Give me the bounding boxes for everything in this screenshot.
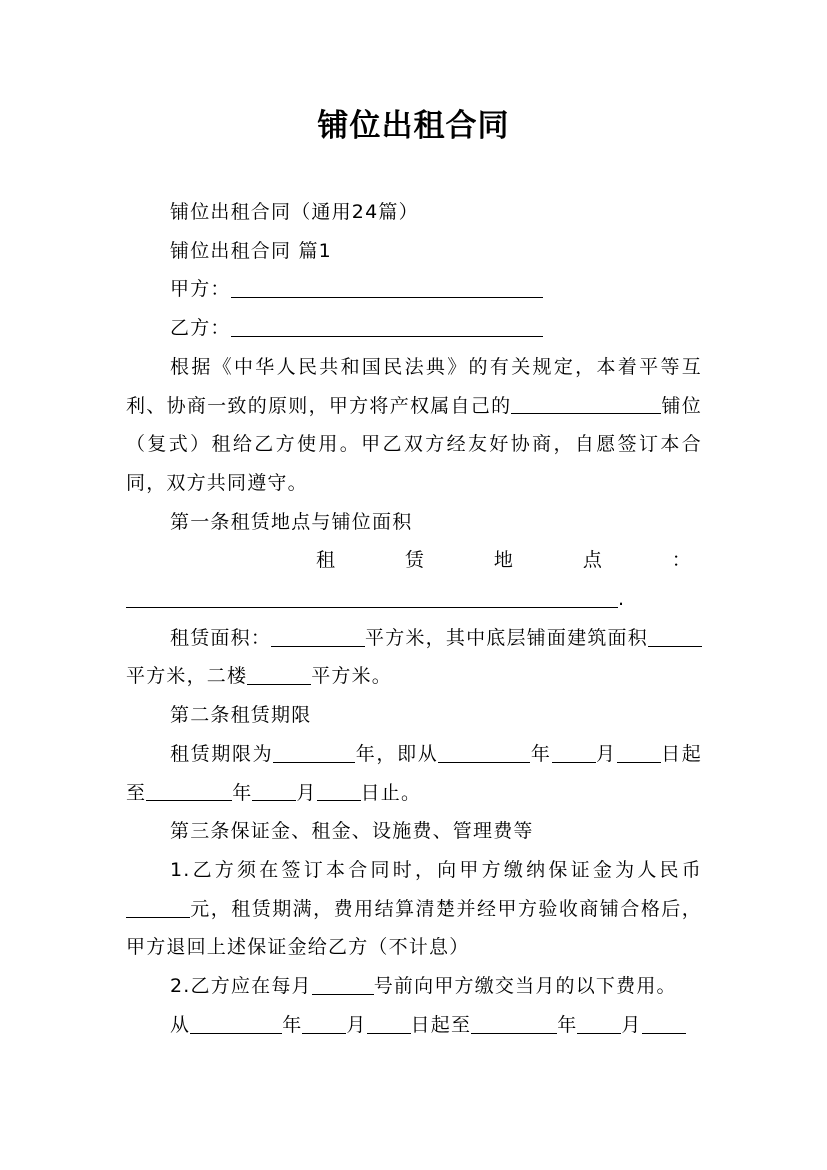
period-start-month-blank — [302, 1014, 346, 1034]
second-floor-blank — [247, 665, 311, 685]
ground-area-blank — [648, 627, 702, 647]
period-line — [126, 1006, 702, 1045]
party-a-blank — [231, 278, 543, 298]
deposit-blank — [126, 898, 190, 918]
location-blank — [126, 588, 618, 608]
start-day-blank — [617, 743, 661, 763]
article-2-title: 第二条租赁期限 — [170, 704, 312, 727]
payment-text-1: 2.乙方应在每月 — [170, 975, 312, 998]
party-a-label: 甲方： — [170, 278, 231, 301]
payment-day-blank — [312, 975, 374, 995]
document-body — [126, 193, 702, 1044]
location-char: ： — [671, 549, 692, 572]
article-3-title: 第三条保证金、租金、设施费、管理费等 — [170, 820, 534, 843]
article-1-title: 第一条租赁地点与铺位面积 — [170, 510, 413, 533]
document-title: 铺位出租合同 — [317, 108, 510, 144]
term-text: 年，即从 — [355, 742, 439, 765]
deposit-text-1: 1.乙方须在签订本合同时，向甲方缴纳保证金为人民币 — [170, 858, 702, 881]
location-end: . — [618, 588, 626, 611]
party-b-label: 乙方： — [170, 317, 231, 340]
location-blank-line — [126, 580, 702, 619]
period-end-day-blank — [642, 1014, 686, 1034]
party-b-blank — [231, 317, 543, 337]
period-end-year-blank — [471, 1014, 557, 1034]
deposit-paragraph — [126, 851, 702, 967]
term-text: 日止。 — [360, 781, 422, 804]
intro-paragraph — [126, 348, 702, 503]
end-year-blank — [146, 781, 232, 801]
property-blank — [511, 394, 661, 414]
payment-text-2: 号前向甲方缴交当月的以下费用。 — [373, 975, 677, 998]
term-text: 租赁期限为 — [170, 742, 274, 765]
term-paragraph — [126, 735, 702, 812]
area-paragraph — [126, 619, 702, 696]
area-text-4: 平方米。 — [311, 665, 393, 688]
term-text: 年 — [530, 742, 552, 765]
term-text: 年 — [232, 781, 253, 804]
location-line — [126, 541, 702, 580]
term-text: 日起至 — [126, 742, 702, 804]
period-text: 日起至 — [410, 1013, 472, 1036]
end-month-blank — [252, 781, 296, 801]
payment-paragraph — [126, 967, 702, 1006]
location-char: 点 — [582, 549, 604, 572]
subtitle: 铺位出租合同（通用24篇） — [170, 201, 419, 223]
end-day-blank — [317, 781, 361, 801]
deposit-text-2: 元，租赁期满，费用结算清楚并经甲方验收商铺合格后，甲方退回上述保证金给乙方（不计息） — [126, 897, 702, 959]
area-text-2: 平方米，其中底层铺面建筑面积 — [365, 626, 648, 649]
period-end-month-blank — [577, 1014, 621, 1034]
term-text: 月 — [296, 781, 317, 804]
intro-text-1: 根据《中华人民共和国民法典》的有关规定，本着平等互利、协商一致的原则，甲方将产权属自己的 — [126, 355, 702, 417]
area-text-3: 平方米，二楼 — [126, 665, 248, 688]
period-text: 月 — [621, 1013, 642, 1036]
period-text: 年 — [557, 1013, 578, 1036]
party-b-line — [126, 309, 702, 348]
location-char: 地 — [493, 549, 515, 572]
period-text: 月 — [346, 1013, 367, 1036]
period-text: 年 — [282, 1013, 303, 1036]
location-char: 赁 — [404, 549, 426, 572]
period-start-day-blank — [367, 1014, 411, 1034]
party-a-line — [126, 270, 702, 309]
years-blank — [273, 743, 355, 763]
period-start-year-blank — [190, 1014, 282, 1034]
area-text-1: 租赁面积： — [170, 626, 272, 649]
term-text: 月 — [595, 742, 617, 765]
intro-text-2: 铺位（复式）租给乙方使用。甲乙双方经友好协商，自愿签订本合同，双方共同遵守。 — [126, 394, 702, 494]
chapter-heading: 铺位出租合同 篇1 — [170, 239, 332, 262]
start-year-blank — [438, 743, 530, 763]
start-month-blank — [552, 743, 596, 763]
area-blank — [271, 627, 365, 647]
period-text: 从 — [170, 1013, 191, 1036]
location-char: 租 — [316, 549, 337, 572]
